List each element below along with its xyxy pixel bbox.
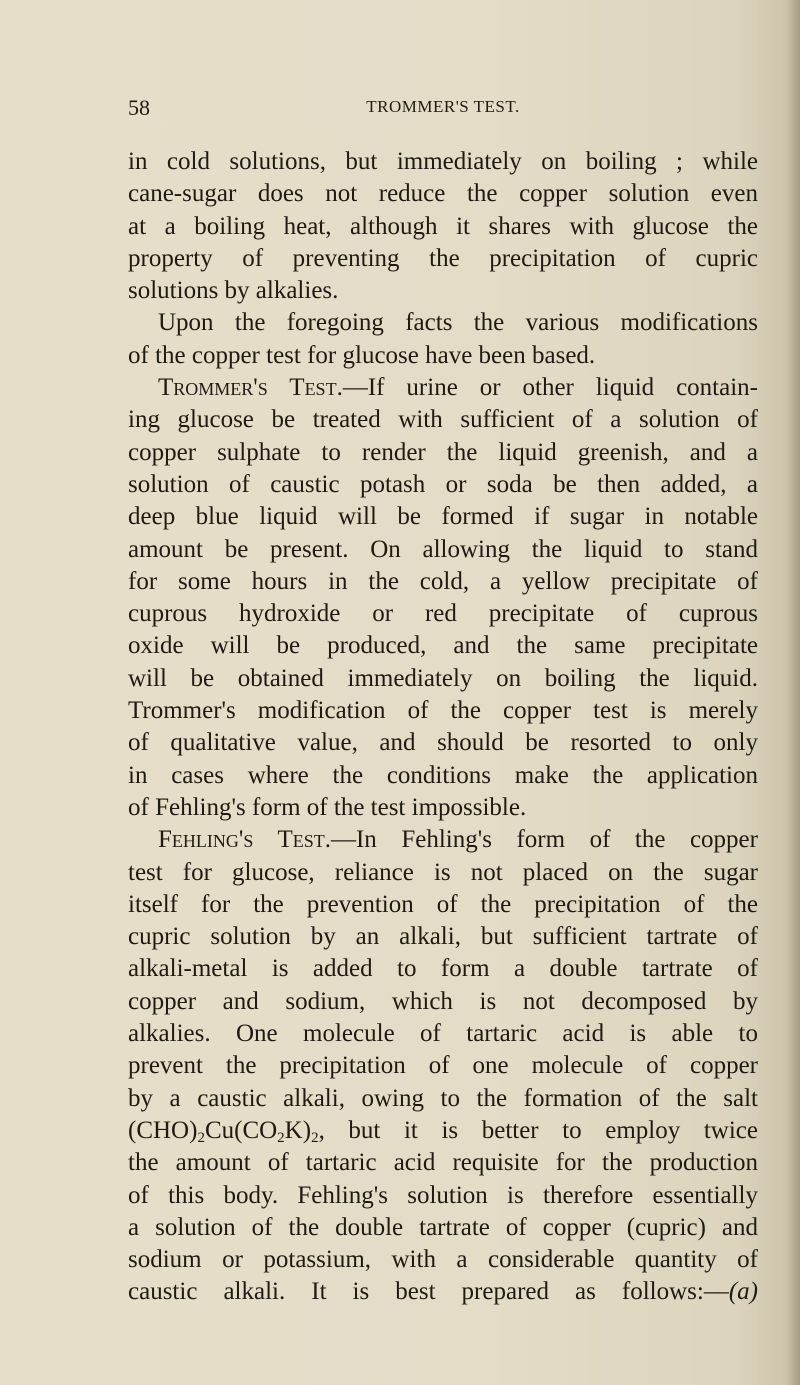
text-run: —If urine or other liquid contain- — [342, 374, 758, 402]
text-line: at a boiling heat, although it shares with glucose the — [128, 212, 758, 240]
text-line: Upon the foregoing facts the various modifications — [158, 309, 758, 337]
text-line: of Fehling's form of the test impossible. — [128, 793, 527, 821]
text-line: alkali-metal is added to form a double tartrate of — [128, 955, 758, 983]
text-line: for some hours in the cold, a yellow precipitate of — [128, 567, 758, 595]
text-line: of qualitative value, and should be resorted to only — [128, 729, 758, 757]
page-header — [128, 95, 758, 125]
running-title: TROMMER'S TEST. — [366, 97, 520, 116]
section-heading-fehlings-test: Fehling's Test. — [158, 826, 331, 854]
text-line: cuprous hydroxide or red precipitate of cuprous — [128, 600, 758, 628]
text-line: of this body. Fehling's solution is therefore essentially — [128, 1181, 758, 1209]
body-text — [128, 146, 758, 1309]
text-line: solution of caustic potash or soda be then added, a — [128, 470, 758, 498]
text-line: will be obtained immediately on boiling the liquid. — [128, 664, 758, 692]
text-run: , but it is better to employ twice — [318, 1116, 758, 1144]
text-line: the amount of tartaric acid requisite for the production — [128, 1149, 758, 1177]
text-line: cane-sugar does not reduce the copper solution even — [128, 180, 758, 208]
text-line: test for glucose, reliance is not placed on the sugar — [128, 858, 758, 886]
text-line: ing glucose be treated with sufficient of a solution of — [128, 406, 758, 434]
text-line: in cold solutions, but immediately on boiling ; while — [128, 148, 758, 175]
text-line: sodium or potassium, with a considerable quantity of — [128, 1246, 758, 1274]
text-line: amount be present. On allowing the liquid to stand — [128, 535, 758, 563]
text-run: —In Fehling's form of the copper — [330, 826, 758, 854]
formula-line — [128, 1115, 758, 1147]
text-line: itself for the prevention of the precipitation of the — [128, 890, 758, 918]
text-line: deep blue liquid will be formed if sugar in notable — [128, 503, 758, 531]
text-line: of the copper test for glucose have been based. — [128, 341, 596, 369]
text-line: copper sulphate to render the liquid greenish, and a — [128, 438, 758, 466]
text-line — [128, 1276, 758, 1308]
page-edge-shadow — [786, 0, 800, 1385]
text-line: solutions by alkalies. — [128, 277, 339, 305]
formula-subscript: 2 — [277, 1129, 285, 1146]
text-line: in cases where the conditions make the application — [128, 761, 758, 789]
text-line: by a caustic alkali, owing to the formation of the salt — [128, 1084, 758, 1112]
formula-part: K) — [284, 1116, 312, 1144]
formula-subscript: 2 — [197, 1129, 205, 1146]
text-line: oxide will be produced, and the same precipitate — [128, 632, 758, 660]
formula-subscript: 2 — [311, 1129, 319, 1146]
text-run: caustic alkali. It is best prepared as follows:— — [128, 1278, 729, 1306]
text-line: copper and sodium, which is not decomposed by — [128, 987, 758, 1015]
list-marker: (a) — [728, 1278, 758, 1306]
page-number: 58 — [128, 95, 150, 120]
text-line: Trommer's modification of the copper test is merely — [128, 697, 758, 725]
text-line: property of preventing the precipitation of cupric — [128, 244, 758, 272]
text-line: prevent the precipitation of one molecule of copper — [128, 1052, 758, 1080]
text-line — [128, 372, 758, 404]
section-heading-trommers-test: Trommer's Test. — [158, 374, 343, 402]
text-line: a solution of the double tartrate of copper (cupric) and — [128, 1213, 758, 1241]
text-line — [128, 824, 758, 856]
text-line: cupric solution by an alkali, but sufficient tartrate of — [128, 923, 758, 951]
formula-part: Cu(CO — [204, 1116, 278, 1144]
formula-part: (CHO) — [128, 1116, 198, 1144]
text-line: alkalies. One molecule of tartaric acid is able to — [128, 1020, 758, 1048]
